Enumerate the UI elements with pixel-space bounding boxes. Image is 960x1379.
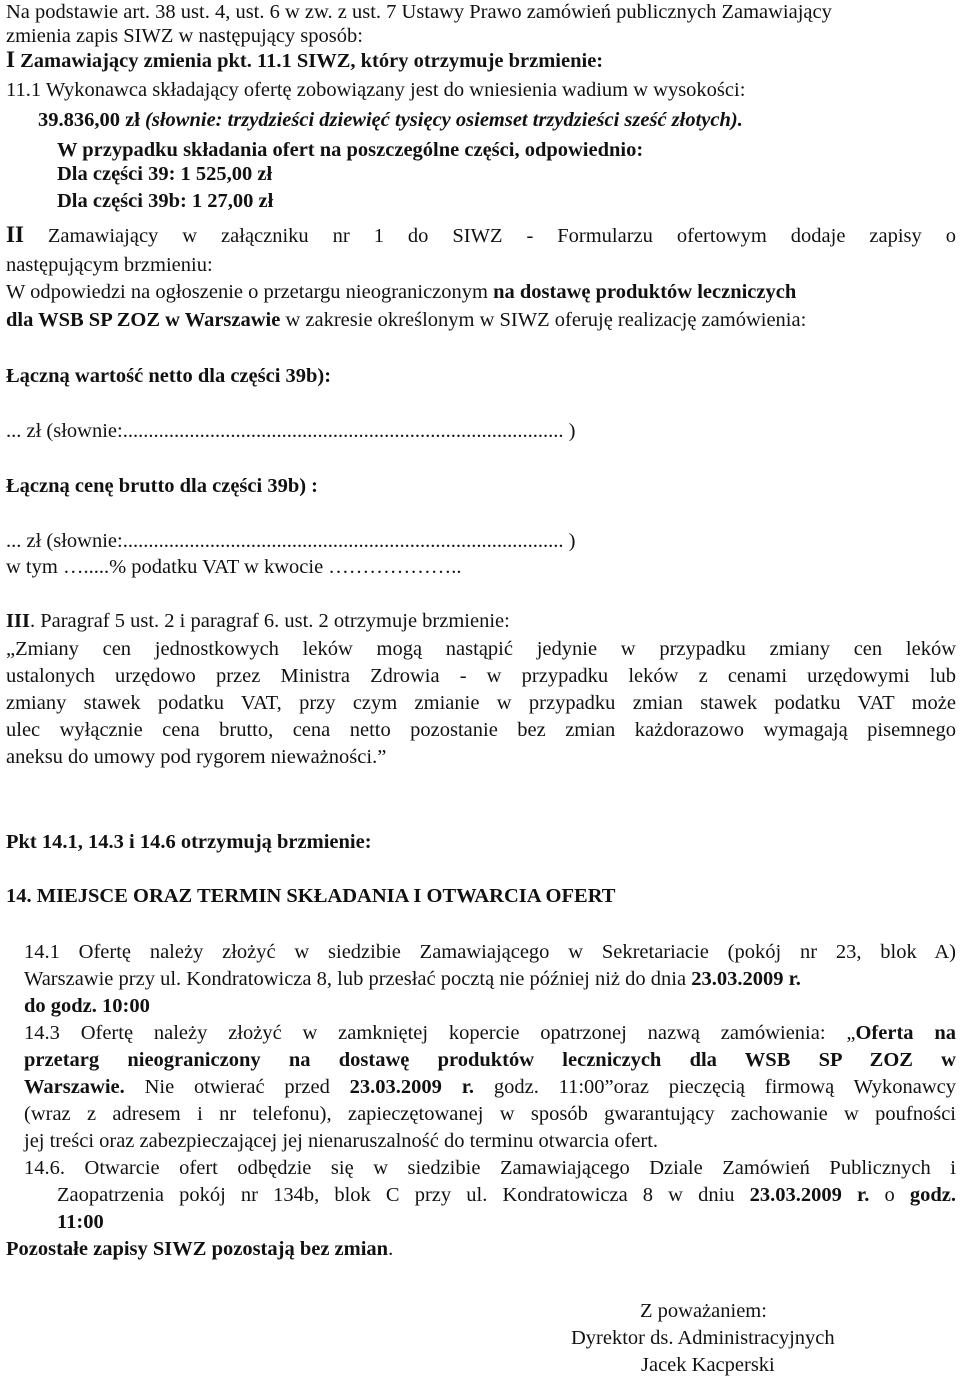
- section-3-para-1: „Zmiany cen jednostkowych leków mogą nastąpić jedynie w przypadku zmiany cen leków: [6, 638, 956, 660]
- section-3-number: III: [6, 610, 30, 632]
- brutto-label: Łączną cenę brutto dla części 39b) :: [6, 475, 318, 497]
- section-2-line-4: [6, 308, 806, 332]
- p146-godz: godz.: [909, 1184, 957, 1206]
- wadium-amount-words: (słownie: trzydzieści dziewięć tysięcy osiemset trzydzieści sześć złotych).: [145, 109, 743, 131]
- section-2-line-4-rest: w zakresie określonym w SIWZ oferuję realizację zamówienia:: [280, 309, 807, 331]
- p143-line-4: (wraz z adresem i nr telefonu), zapieczętowanej w sposób gwarantujący zachowanie w poufności: [24, 1103, 956, 1125]
- p146-line-2-mid: o: [869, 1184, 910, 1206]
- section-3-para-4: ulec wyłącznie cena brutto, cena netto pozostanie bez zmian każdorazowo wymagają pisemnego: [6, 719, 956, 741]
- intro-line-2: zmienia zapis SIWZ w następujący sposób:: [6, 25, 363, 47]
- section-3-heading: [6, 609, 510, 633]
- intro-line-1: Na podstawie art. 38 ust. 4, ust. 6 w zw. z ust. 7 Ustawy Prawo zamówień publicznych Zamawiający: [6, 1, 832, 23]
- pkt-heading: Pkt 14.1, 14.3 i 14.6 otrzymują brzmienie:: [6, 831, 372, 853]
- closing-end: .: [388, 1238, 394, 1260]
- p143-line-3-bold-2: 23.03.2009 r.: [349, 1076, 475, 1098]
- parts-intro: W przypadku składania ofert na poszczególne części, odpowiednio:: [57, 139, 644, 161]
- signature-greeting: Z poważaniem:: [640, 1300, 767, 1322]
- p146-line-2-pre: Zaopatrzenia pokój nr 134b, blok C przy ul. Kondratowicza 8 w dniu: [57, 1184, 750, 1206]
- section-1-heading-text: Zamawiający zmienia pkt. 11.1 SIWZ, który otrzymuje brzmienie:: [20, 50, 604, 72]
- section-2-line-3-bold: na dostawę produktów leczniczych: [493, 281, 797, 303]
- section-2-line-4-bold: dla WSB SP ZOZ w Warszawie: [6, 309, 281, 331]
- p143-line-1-bold: Oferta na: [855, 1022, 956, 1044]
- wadium-amount-line: [38, 108, 743, 132]
- signature-name: Jacek Kacperski: [641, 1354, 775, 1376]
- section-2-line-3-pre: W odpowiedzi na ogłoszenie o przetargu nieograniczonym: [6, 281, 494, 303]
- p143-line-3-rest: godz. 11:00”oraz pieczęcią firmową Wykonawcy: [474, 1076, 956, 1098]
- section-3-heading-text: . Paragraf 5 ust. 2 i paragraf 6. ust. 2 otrzymuje brzmienie:: [29, 610, 510, 632]
- section-14-heading: 14. MIEJSCE ORAZ TERMIN SKŁADANIA I OTWARCIA OFERT: [6, 885, 616, 907]
- p143-line-1: [24, 1021, 956, 1045]
- section-2-line-3: [6, 280, 796, 304]
- section-3-para-5: aneksu do umowy pod rygorem nieważności.”: [6, 746, 387, 768]
- section-1-number: I: [6, 47, 15, 72]
- netto-fill-line: ... zł (słownie:...................................................................................... ): [6, 420, 576, 442]
- part-39b: Dla części 39b: 1 27,00 zł: [57, 190, 274, 212]
- p141-deadline-date: 23.03.2009 r.: [691, 968, 801, 990]
- section-2-line-2: następującym brzmieniu:: [6, 254, 213, 276]
- p141-deadline-time: do godz. 10:00: [24, 995, 150, 1017]
- p146-line-1: 14.6. Otwarcie ofert odbędzie się w siedzibie Zamawiającego Dziale Zamówień Publicznych i: [24, 1157, 956, 1179]
- p143-line-3-bold-1: Warszawie.: [24, 1076, 125, 1098]
- closing-line: [6, 1237, 393, 1261]
- section-1-line-1: 11.1 Wykonawca składający ofertę zobowiązany jest do wniesienia wadium w wysokości:: [6, 79, 746, 101]
- p141-line-2: [24, 967, 801, 991]
- brutto-fill-line: ... zł (słownie:...................................................................................... ): [6, 530, 576, 552]
- netto-label: Łączną wartość netto dla części 39b):: [6, 365, 332, 387]
- p143-line-5: jej treści oraz zabezpieczającej jej nienaruszalność do terminu otwarcia ofert.: [24, 1130, 659, 1152]
- section-3-para-3: zmiany stawek podatku VAT, przy czym zmianie w przypadku zmian stawek podatku VAT może: [6, 692, 956, 714]
- p143-line-3-mid: Nie otwierać przed: [124, 1076, 350, 1098]
- p143-line-1-pre: 14.3 Ofertę należy złożyć w zamkniętej kopercie opatrzonej nazwą zamówienia: „: [24, 1022, 856, 1044]
- p146-time: 11:00: [57, 1211, 104, 1233]
- section-2-line-1: [6, 223, 956, 248]
- p146-date: 23.03.2009 r.: [749, 1184, 870, 1206]
- p146-line-2: [57, 1183, 956, 1207]
- p143-line-3: [24, 1075, 956, 1099]
- wadium-amount: 39.836,00 zł: [38, 109, 140, 131]
- section-1-heading: [6, 48, 603, 73]
- part-39: Dla części 39: 1 525,00 zł: [57, 163, 273, 185]
- vat-line: w tym ….....% podatku VAT w kwocie ………………..: [6, 556, 462, 578]
- section-2-line-1-text: Zamawiający w załączniku nr 1 do SIWZ - Formularzu ofertowym dodaje zapisy o: [47, 225, 956, 247]
- p141-line-1: 14.1 Ofertę należy złożyć w siedzibie Zamawiającego w Sekretariacie (pokój nr 23, blok A): [24, 941, 956, 963]
- closing-bold: Pozostałe zapisy SIWZ pozostają bez zmian: [6, 1238, 389, 1260]
- section-2-number: II: [6, 222, 24, 247]
- section-3-para-2: ustalonych urzędowo przez Ministra Zdrowia - w przypadku leków z cenami urzędowymi lub: [6, 665, 956, 687]
- p141-line-2-pre: Warszawie przy ul. Kondratowicza 8, lub przesłać pocztą nie później niż do dnia: [24, 968, 692, 990]
- signature-title: Dyrektor ds. Administracyjnych: [571, 1327, 835, 1349]
- p143-line-2: przetarg nieograniczony na dostawę produktów leczniczych dla WSB SP ZOZ w: [24, 1049, 956, 1071]
